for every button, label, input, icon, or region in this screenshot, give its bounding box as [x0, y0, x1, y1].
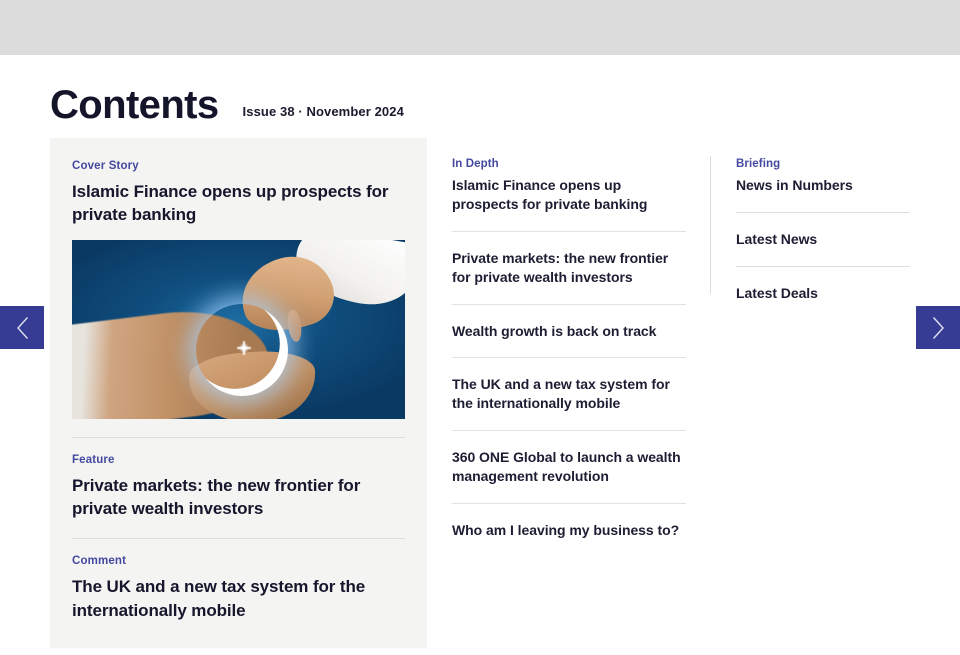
list-item[interactable]: Wealth growth is back on track	[452, 304, 686, 358]
column-divider	[710, 156, 711, 294]
briefing-column	[736, 158, 910, 320]
list-item[interactable]: Who am I leaving my business to?	[452, 503, 686, 540]
list-item[interactable]: News in Numbers	[736, 177, 853, 193]
card-divider	[72, 538, 405, 539]
list-item[interactable]: Latest News	[736, 212, 910, 266]
list-item[interactable]: The UK and a new tax system for the internationally mobile	[452, 357, 686, 430]
kicker-cover-story: Cover Story	[72, 160, 139, 172]
featured-item-feature[interactable]	[72, 454, 405, 521]
issue-label: Issue 38 · November 2024	[242, 104, 404, 119]
page-title: Contents	[50, 83, 219, 127]
chevron-right-icon	[931, 316, 946, 340]
top-bar	[0, 0, 960, 55]
in-depth-column	[452, 158, 686, 540]
kicker-comment: Comment	[72, 555, 127, 568]
list-item[interactable]: Latest Deals	[736, 266, 910, 320]
chevron-left-icon	[15, 316, 30, 340]
next-page-button[interactable]	[916, 306, 960, 349]
kicker-in-depth: In Depth	[452, 158, 499, 170]
kicker-briefing: Briefing	[736, 158, 781, 170]
list-item[interactable]: 360 ONE Global to launch a wealth management revolution	[452, 430, 686, 503]
headline-comment: The UK and a new tax system for the internationally mobile	[72, 577, 366, 620]
contents-page	[0, 55, 960, 655]
card-divider	[72, 437, 405, 438]
list-item[interactable]: Private markets: the new frontier for private wealth investors	[452, 231, 686, 304]
kicker-feature: Feature	[72, 453, 115, 466]
star-sparkle-icon	[238, 342, 250, 354]
list-item[interactable]: Islamic Finance opens up prospects for private banking	[452, 177, 648, 212]
crescent-moon-hands-photo	[72, 240, 405, 419]
featured-item-cover-story[interactable]	[72, 160, 405, 419]
masthead	[50, 85, 404, 125]
featured-card	[50, 138, 427, 648]
headline-feature: Private markets: the new frontier for private wealth investors	[72, 475, 361, 518]
featured-item-comment[interactable]	[72, 555, 405, 622]
previous-page-button[interactable]	[0, 306, 44, 349]
headline-cover-story: Islamic Finance opens up prospects for private banking	[72, 181, 389, 225]
